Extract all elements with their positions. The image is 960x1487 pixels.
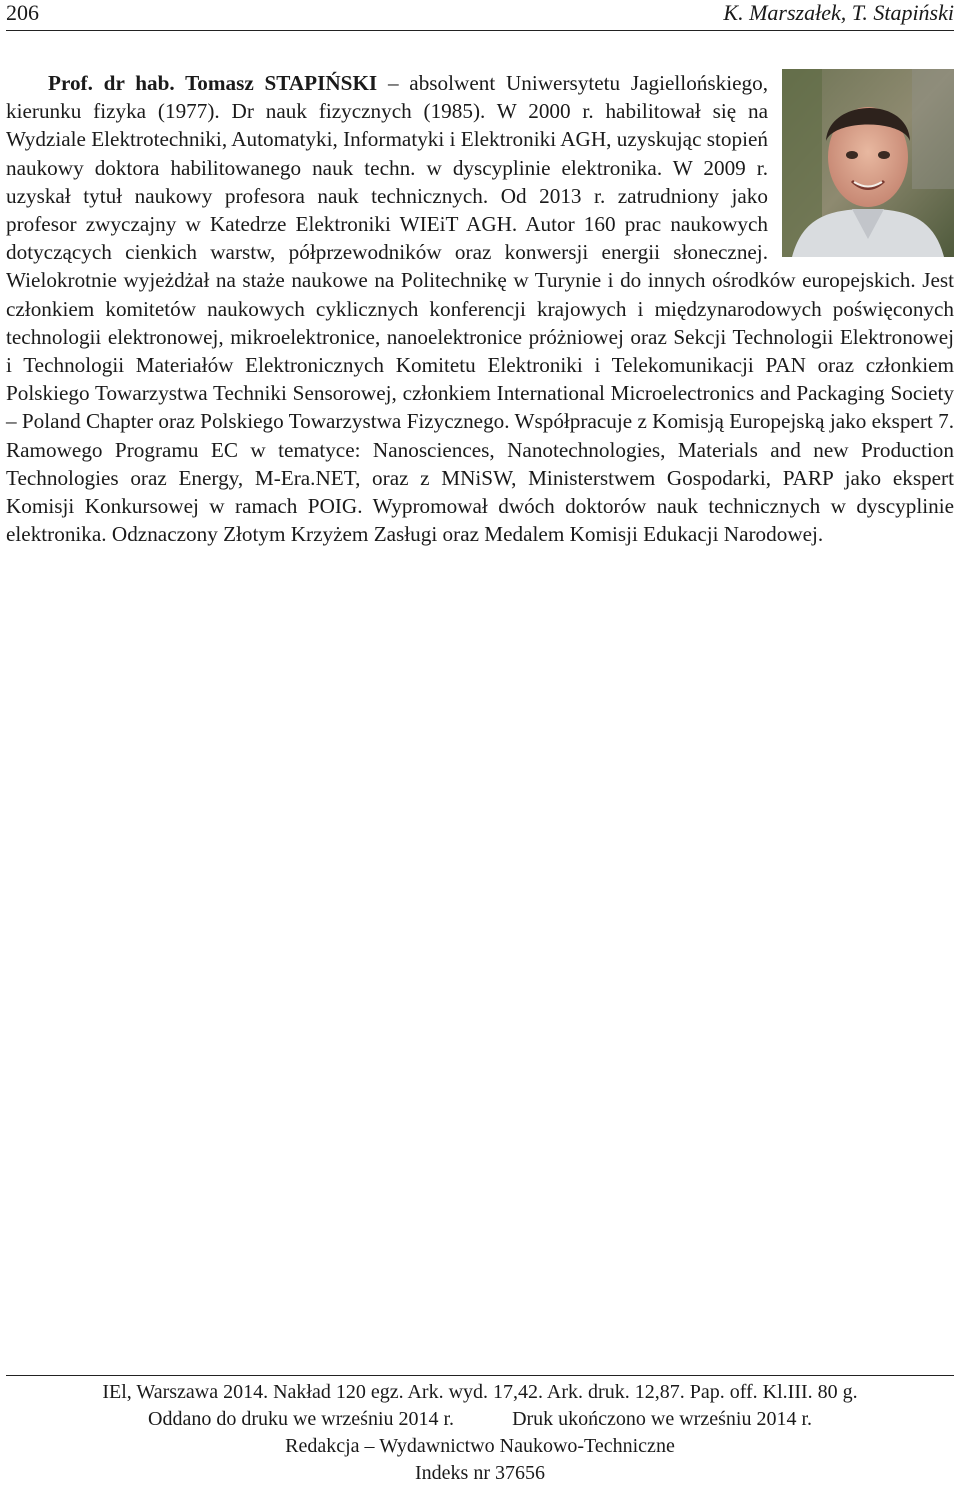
print-completed: Druk ukończono we wrześniu 2014 r. [512, 1408, 812, 1430]
imprint-line-1: IEl, Warszawa 2014. Nakład 120 egz. Ark. wyd. 17,42. Ark. druk. 12,87. Pap. off. Kl.III. 80 g. [102, 1381, 858, 1403]
page-header [6, 0, 954, 31]
imprint-line-4: Indeks nr 37656 [415, 1462, 545, 1484]
author-bio [6, 69, 954, 548]
imprint-footer [6, 1375, 954, 1487]
author-name: Prof. dr hab. Tomasz STAPIŃSKI [48, 71, 378, 95]
page-number: 206 [6, 0, 39, 25]
bio-text: – absolwent Uniwersytetu Jagiellońskiego, kierunku fizyka (1977). Dr nauk fizycznych (1985). W 2000 r. habilitował się na Wydziale Elektrotechniki, Automatyki, Informatyki i Elektroniki AGH, uzyskując stopień naukowy doktora habilitowanego nauk techn. w dyscyplinie elektronika. W 2009 r. uzyskał tytuł naukowy profesora nauk technicznych. Od 2013 r. zatrudniony jako profesor zwyczajny w Katedrze Elektroniki WIEiT AGH. Autor 160 prac naukowych dotyczących cienkich warstw, półprzewodników oraz konwersji energii słonecznej. Wielokrotnie wyjeżdżał na staże naukowe na Politechnikę w Turynie i do innych ośrodków europejskich. Jest członkiem komitetów naukowych cyklicznych konferencji krajowych i międzynarodowych poświęconych technologii elektronowej, mikroelektronice, nanoelektronice próżniowej oraz Sekcji Technologii Elektronowej i Technologii Materiałów Elektronicznych Komitetu Elektroniki i Telekomunikacji PAN oraz członkiem Polskiego Towarzystwa Techniki Sensorowej, członkiem International Microelectronics and Packaging Society – Poland Chapter oraz Polskiego Towarzystwa Fizycznego. Współpracuje z Komisją Europejską jako ekspert 7. Ramowego Programu EC w tematyce: Nanosciences, Nanotechnologies, Materials and new Production Technologies oraz Energy, M-Era.NET, oraz z MNiSW, Ministerstwem Gospodarki, PARP jako ekspert Komisji Konkursowej w ramach POIG. Wypromował dwóch doktorów nauk technicznych w dyscyplinie elektronika. Odznaczony Złotym Krzyżem Zasługi oraz Medalem Komisji Edukacji Narodowej. [6, 71, 954, 547]
author-photo [782, 69, 954, 257]
imprint-line-3: Redakcja – Wydawnictwo Naukowo-Techniczne [285, 1435, 675, 1457]
running-title: K. Marszałek, T. Stapiński [723, 0, 954, 25]
imprint-line-2 [6, 1406, 954, 1433]
print-submitted: Oddano do druku we wrześniu 2014 r. [148, 1408, 455, 1430]
